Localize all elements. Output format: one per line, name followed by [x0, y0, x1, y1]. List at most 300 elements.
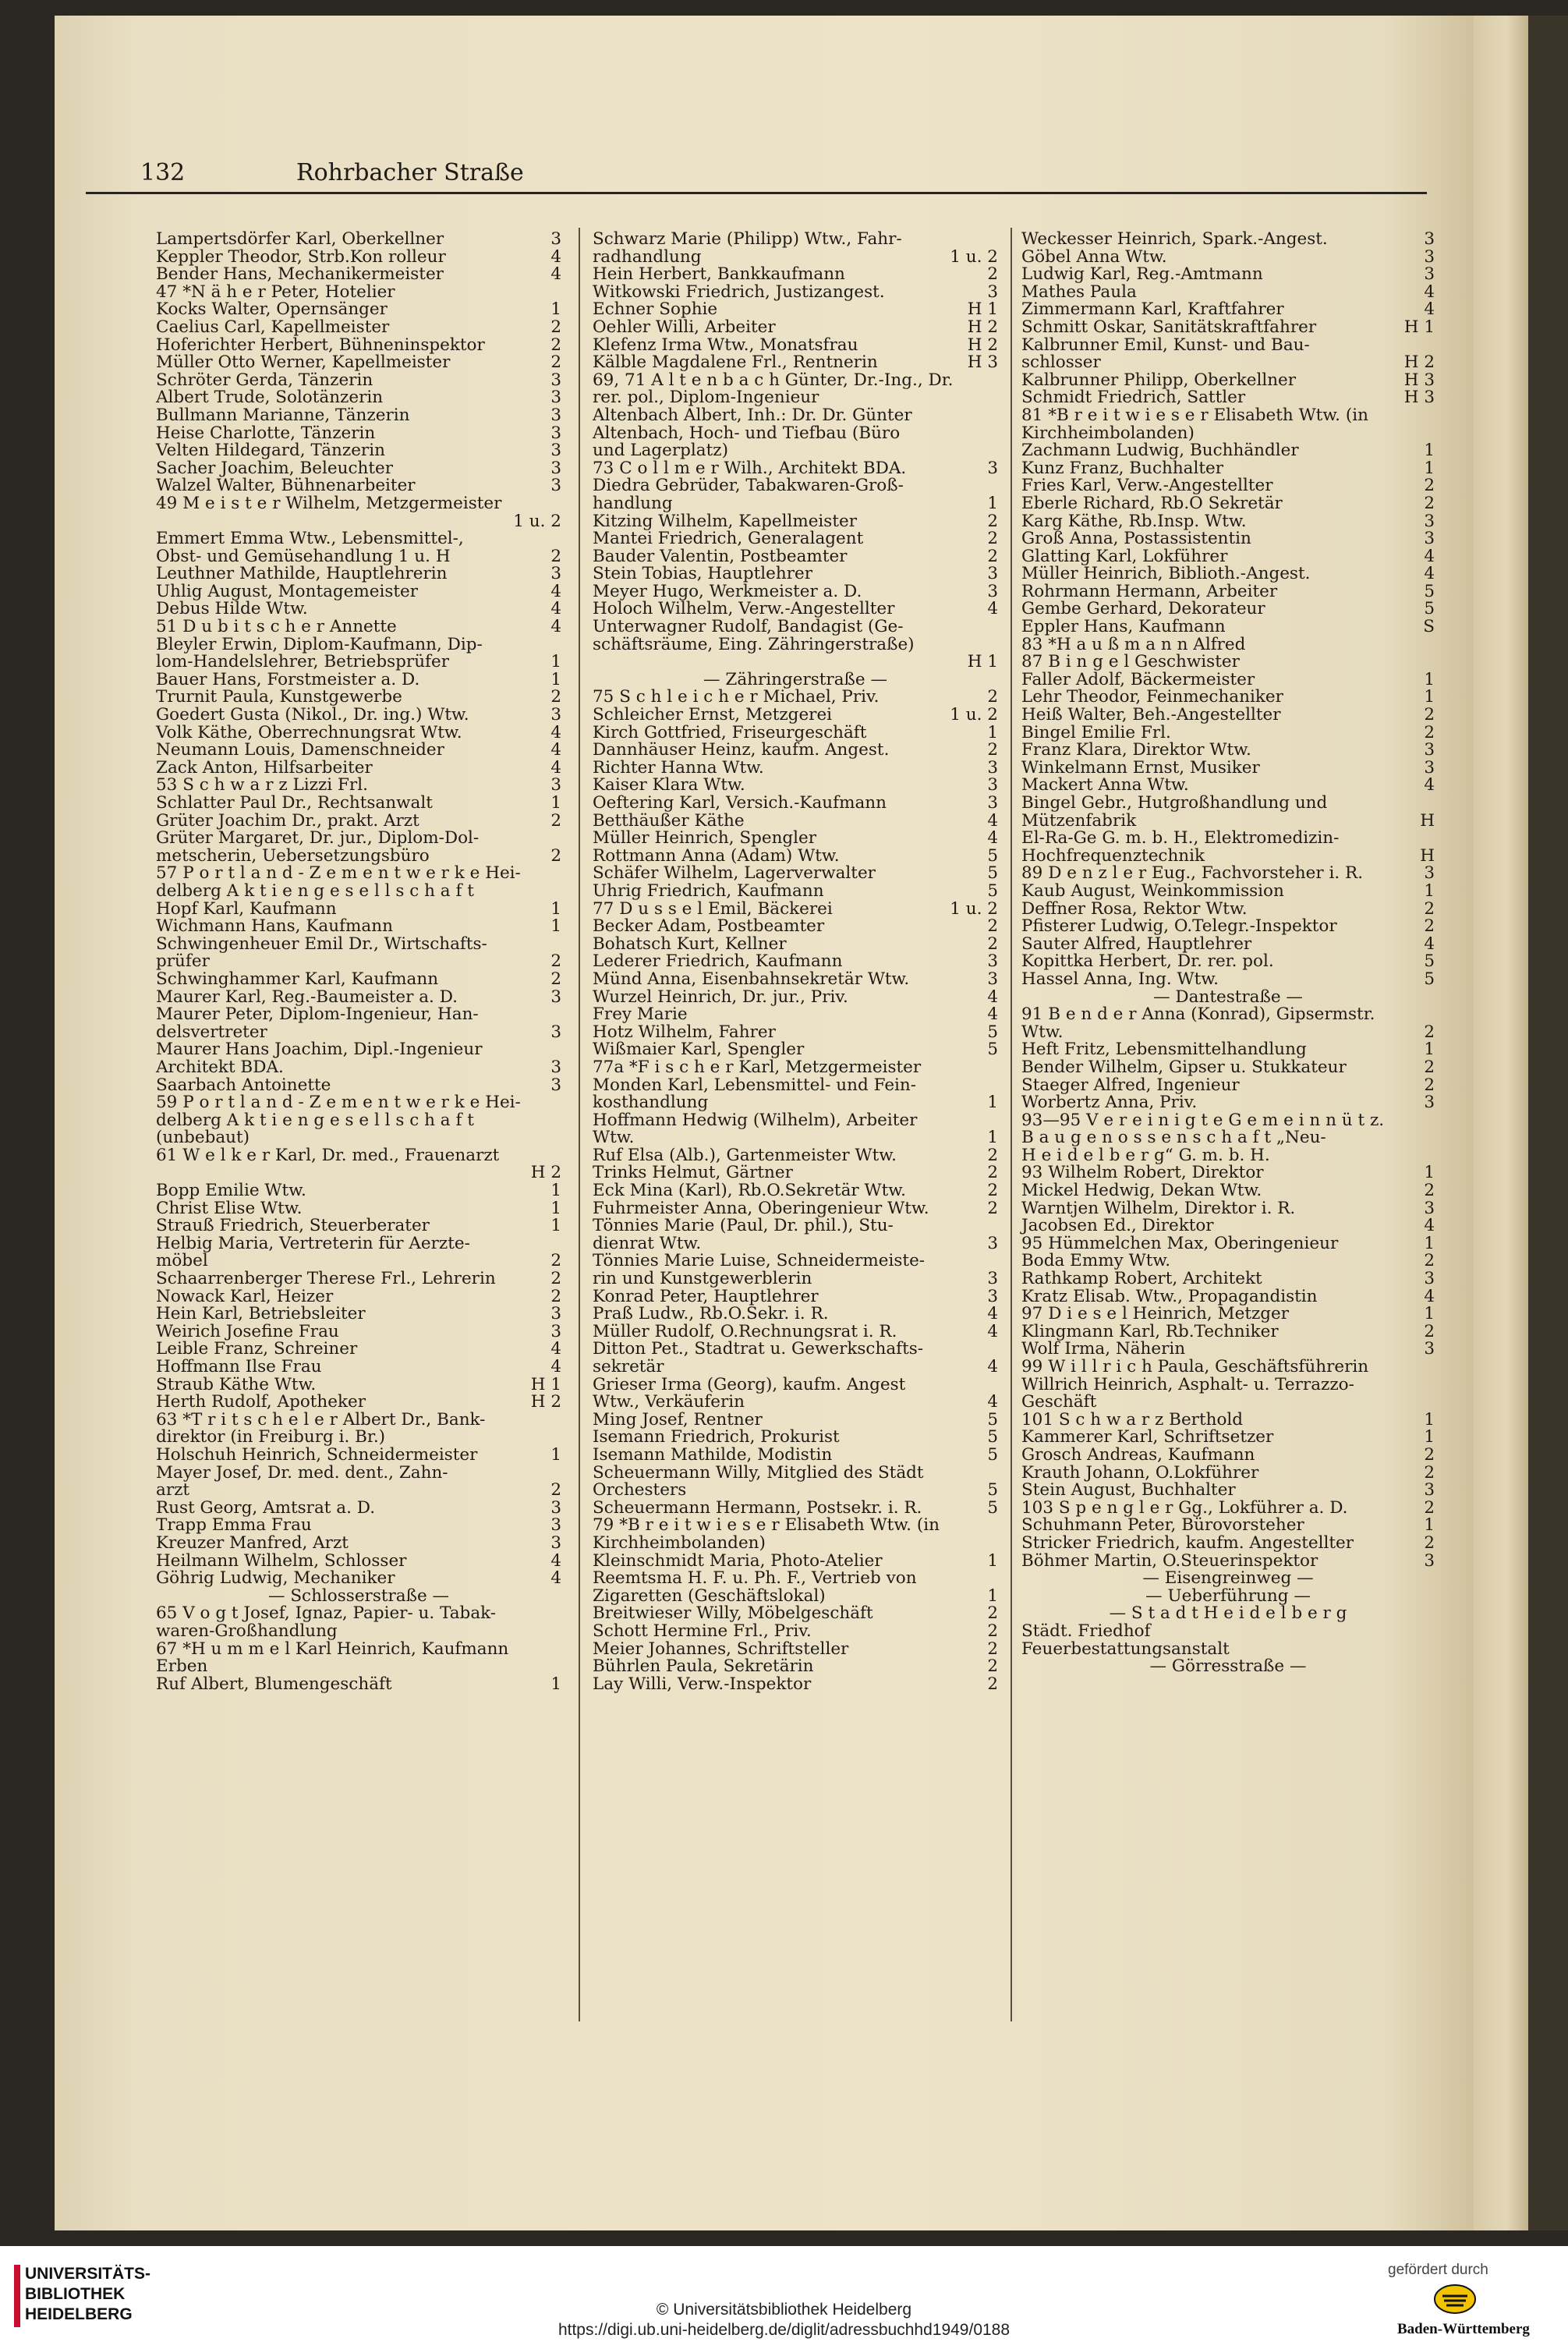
entry-text: delberg A k t i e n g e s e l l s c h a f t: [156, 1110, 474, 1130]
directory-entry: [156, 477, 561, 495]
directory-entry: [593, 689, 998, 707]
entry-text: Klingmann Karl, Rb.Techniker: [1021, 1321, 1279, 1341]
directory-entry: [593, 565, 998, 583]
floor-number: 4: [1424, 282, 1435, 302]
directory-entry: [156, 442, 561, 460]
floor-number: 5: [987, 1480, 998, 1500]
entry-text: Meyer Hugo, Werkmeister a. D.: [593, 581, 862, 601]
floor-number: 1: [550, 916, 561, 937]
entry-text: Becker Adam, Postbeamter: [593, 916, 825, 937]
entry-text: Zimmermann Karl, Kraftfahrer: [1021, 299, 1284, 320]
directory-entry: [1021, 1323, 1435, 1341]
directory-entry: [1021, 337, 1435, 355]
directory-entry: [156, 777, 561, 795]
entry-text: Bender Hans, Mechanikermeister: [156, 264, 444, 285]
entry-text: Bauder Valentin, Postbeamter: [593, 546, 848, 566]
floor-number: 5: [987, 1022, 998, 1042]
directory-entry: [156, 1200, 561, 1218]
entry-text: Trapp Emma Frau: [156, 1515, 312, 1536]
entry-text: Wißmaier Karl, Spengler: [593, 1040, 805, 1060]
directory-entry: [593, 389, 998, 407]
floor-number: 5: [987, 863, 998, 884]
floor-number: 2: [550, 335, 561, 355]
directory-entry: [1021, 530, 1435, 548]
floor-number: H 1: [967, 299, 998, 320]
directory-entry: [593, 1288, 998, 1306]
entry-text: Bullmann Marianne, Tänzerin: [156, 405, 410, 425]
directory-entry: [156, 389, 561, 407]
directory-entry: [1021, 722, 1435, 742]
directory-entry: [1021, 565, 1435, 583]
entry-text: möbel: [156, 1251, 208, 1271]
entry-text: Volk Käthe, Oberrechnungsrat Wtw.: [156, 722, 462, 742]
directory-entry: [593, 1641, 998, 1659]
directory-entry: [593, 845, 998, 866]
directory-entry: [593, 1462, 998, 1483]
directory-entry: [1021, 460, 1435, 478]
floor-number: 1: [1424, 669, 1435, 689]
directory-entry: [1021, 1585, 1435, 1606]
directory-entry: [1021, 1217, 1435, 1235]
directory-entry: [1021, 477, 1435, 495]
floor-number: 4: [550, 1568, 561, 1589]
entry-text: Diedra Gebrüder, Tabakwaren-Groß-: [593, 476, 904, 496]
directory-entry: [593, 301, 998, 319]
directory-entry: [156, 845, 561, 866]
entry-text: Orchesters: [593, 1480, 687, 1500]
directory-entry: [156, 495, 561, 513]
floor-number: 3: [550, 423, 561, 443]
entry-text: Zack Anton, Hilfsarbeiter: [156, 757, 373, 778]
directory-entry: [1021, 742, 1435, 760]
directory-entry: [1021, 1024, 1435, 1042]
entry-text: Albert Trude, Solotänzerin: [156, 388, 384, 408]
adjacent-page-edge: [1474, 16, 1568, 2230]
floor-number: 2: [550, 317, 561, 337]
directory-entry: [156, 460, 561, 478]
directory-entry: [156, 1605, 561, 1623]
entry-text: Scheuermann Willy, Mitglied des Städt: [593, 1462, 924, 1483]
floor-number: 2: [1424, 1022, 1435, 1042]
entry-text: Kammerer Karl, Schriftsetzer: [1021, 1427, 1274, 1447]
directory-entry: [156, 1359, 561, 1376]
floor-number: 2: [987, 687, 998, 707]
entry-text: Grieser Irma (Georg), kaufm. Angest: [593, 1374, 906, 1394]
floor-number: 3: [987, 581, 998, 601]
floor-number: 2: [1424, 705, 1435, 725]
entry-text: Wichmann Hans, Kaufmann: [156, 916, 393, 937]
directory-entry: [593, 231, 998, 249]
entry-text: Neumann Louis, Damenschneider: [156, 740, 444, 760]
directory-entry: [593, 1359, 998, 1376]
directory-entry: [156, 1641, 561, 1659]
entry-text: rer. pol., Diplom-Ingenieur: [593, 388, 819, 408]
directory-entry: [1021, 671, 1435, 689]
entry-text: Maurer Karl, Reg.-Baumeister a. D.: [156, 987, 458, 1007]
entry-text: 61 W e l k e r Karl, Dr. med., Frauenarzt: [156, 1145, 500, 1165]
directory-entry: [593, 1270, 998, 1288]
floor-number: 4: [987, 599, 998, 619]
floor-number: 1: [987, 1550, 998, 1571]
directory-entry: [156, 284, 561, 302]
directory-entry: [593, 865, 998, 883]
floor-number: 1: [1424, 1304, 1435, 1324]
floor-number: 2: [550, 951, 561, 972]
entry-text: Kopittka Herbert, Dr. rer. pol.: [1021, 951, 1274, 972]
entry-text: Schaarrenberger Therese Frl., Lehrerin: [156, 1269, 496, 1289]
floor-number: 3: [550, 441, 561, 461]
entry-text: Kirchheimbolanden): [1021, 423, 1195, 443]
floor-number: 2: [987, 529, 998, 549]
directory-entry: [156, 795, 561, 813]
directory-entry: [156, 722, 561, 742]
floor-number: 4: [550, 599, 561, 619]
directory-entry: [1021, 636, 1435, 654]
entry-text: Wolf Irma, Näherin: [1021, 1339, 1186, 1359]
entry-text: Kleinschmidt Maria, Photo-Atelier: [593, 1550, 883, 1571]
floor-number: 3: [550, 1022, 561, 1042]
floor-number: 2: [987, 511, 998, 531]
entry-text: Städt. Friedhof: [1021, 1621, 1151, 1641]
entry-text: Tönnies Marie (Paul, Dr. phil.), Stu-: [593, 1216, 894, 1236]
entry-text: Lay Willi, Verw.-Inspektor: [593, 1674, 812, 1694]
entry-text: Staeger Alfred, Ingenieur: [1021, 1075, 1240, 1095]
entry-text: Konrad Peter, Hauptlehrer: [593, 1286, 819, 1306]
directory-entry: [156, 1041, 561, 1059]
entry-text: delsvertreter: [156, 1022, 267, 1042]
directory-entry: [156, 618, 561, 636]
floor-number: 3: [987, 969, 998, 989]
directory-entry: [156, 1482, 561, 1500]
directory-entry: [593, 1235, 998, 1253]
floor-number: 2: [1424, 476, 1435, 496]
entry-text: 53 S c h w a r z Lizzi Frl.: [156, 775, 368, 795]
entry-text: und Lagerplatz): [593, 441, 728, 461]
floor-number: 3: [987, 1233, 998, 1253]
entry-text: Straub Käthe Wtw.: [156, 1374, 317, 1394]
directory-entry: [156, 1235, 561, 1253]
floor-number: 3: [550, 1304, 561, 1324]
floor-number: 3: [1424, 246, 1435, 267]
entry-text: Geschäft: [1021, 1392, 1097, 1412]
directory-entry: [593, 354, 998, 372]
entry-text: 81 *B r e i t w i e s e r Elisabeth Wtw. (in: [1021, 405, 1368, 425]
directory-entry: [593, 1517, 998, 1535]
floor-number: 2: [550, 1480, 561, 1500]
directory-entry: [593, 1024, 998, 1042]
entry-text: Hein Herbert, Bankkaufmann: [593, 264, 845, 285]
directory-entry: [593, 880, 998, 901]
funded-by-label: gefördert durch: [1388, 2262, 1488, 2278]
directory-entry: [156, 989, 561, 1007]
directory-entry: [1021, 1444, 1435, 1465]
floor-number: 2: [1424, 1057, 1435, 1077]
directory-entry: [593, 1182, 998, 1200]
directory-entry: [593, 1164, 998, 1182]
entry-text: 83 *H a u ß m a n n Alfred: [1021, 634, 1246, 654]
entry-text: Unterwagner Rudolf, Bandagist (Ge-: [593, 617, 904, 637]
entry-text: Uhrig Friedrich, Kaufmann: [593, 880, 824, 901]
directory-entry: [1021, 654, 1435, 671]
directory-entry: [1021, 757, 1435, 778]
directory-entry: [1021, 1112, 1435, 1130]
directory-entry: [156, 1164, 561, 1182]
directory-entry: [1021, 1288, 1435, 1306]
directory-entry: [593, 1497, 998, 1518]
floor-number: 2: [987, 1656, 998, 1677]
floor-number: 4: [987, 1357, 998, 1376]
directory-entry: [156, 337, 561, 355]
floor-number: 1: [987, 493, 998, 513]
entry-text: Kunz Franz, Buchhalter: [1021, 458, 1224, 478]
directory-column-2: [593, 231, 998, 1693]
directory-entry: [1021, 971, 1435, 989]
entry-text: Mantei Friedrich, Generalagent: [593, 529, 864, 549]
directory-entry: [593, 1112, 998, 1130]
entry-text: — Schlosserstraße —: [267, 1585, 450, 1606]
directory-entry: [156, 1585, 561, 1606]
directory-entry: [593, 266, 998, 284]
entry-text: Wtw.: [1021, 1022, 1064, 1042]
entry-text: arzt: [156, 1480, 190, 1500]
floor-number: 3: [550, 564, 561, 584]
floor-number: 2: [987, 1674, 998, 1694]
floor-number: 2: [1424, 1462, 1435, 1483]
permalink-url[interactable]: https://digi.ub.uni-heidelberg.de/diglit/adressbuchhd1949/0188: [557, 2321, 1011, 2339]
entry-text: 103 S p e n g l e r Gg., Lokführer a. D.: [1021, 1497, 1348, 1518]
floor-number: H: [1420, 810, 1435, 831]
entry-text: Faller Adolf, Bäckermeister: [1021, 669, 1255, 689]
floor-number: 3: [987, 1269, 998, 1289]
entry-text: Uhlig August, Montagemeister: [156, 581, 419, 601]
entry-text: Hopf Karl, Kaufmann: [156, 898, 337, 919]
directory-entry: [593, 636, 998, 654]
floor-number: 1: [550, 793, 561, 813]
floor-number: 3: [987, 793, 998, 813]
entry-text: Fries Karl, Verw.-Angestellter: [1021, 476, 1273, 496]
entry-text: Fuhrmeister Anna, Oberingenieur Wtw.: [593, 1198, 929, 1218]
entry-text: Bührlen Paula, Sekretärin: [593, 1656, 814, 1677]
floor-number: 3: [1424, 529, 1435, 549]
floor-number: H 2: [1403, 353, 1435, 373]
entry-text: Hein Karl, Betriebsleiter: [156, 1304, 366, 1324]
floor-number: 4: [1424, 775, 1435, 795]
floor-number: 3: [550, 476, 561, 496]
funder-name: Baden-Württemberg: [1397, 2321, 1530, 2337]
directory-entry: [156, 1077, 561, 1095]
floor-number: H 2: [967, 335, 998, 355]
directory-entry: [156, 565, 561, 583]
entry-text: radhandlung: [593, 246, 702, 267]
directory-entry: [156, 636, 561, 654]
directory-entry: [156, 971, 561, 989]
entry-text: Eck Mina (Karl), Rb.O.Sekretär Wtw.: [593, 1181, 906, 1201]
directory-entry: [1021, 425, 1435, 443]
entry-text: Weirich Josefine Frau: [156, 1321, 339, 1341]
floor-number: 4: [987, 1004, 998, 1025]
directory-entry: [593, 1200, 998, 1218]
directory-entry: [1021, 1306, 1435, 1323]
entry-text: Velten Hildegard, Tänzerin: [156, 441, 385, 461]
floor-number: 4: [550, 722, 561, 742]
directory-entry: [593, 1094, 998, 1112]
directory-entry: [156, 654, 561, 671]
entry-text: 73 C o l l m e r Wilh., Architekt BDA.: [593, 458, 907, 478]
floor-number: 5: [987, 1497, 998, 1518]
floor-number: 4: [550, 757, 561, 778]
entry-text: Kaub August, Weinkommission: [1021, 880, 1284, 901]
floor-number: 3: [987, 1286, 998, 1306]
entry-text: Christ Elise Wtw.: [156, 1198, 303, 1218]
entry-text: Schlatter Paul Dr., Rechtsanwalt: [156, 793, 433, 813]
column-divider: [1011, 228, 1012, 2021]
entry-text: Wurzel Heinrich, Dr. jur., Priv.: [593, 987, 848, 1007]
entry-text: 99 W i l l r i c h Paula, Geschäftsführerin: [1021, 1357, 1369, 1376]
floor-number: 2: [550, 1251, 561, 1271]
entry-text: Kirchheimbolanden): [593, 1532, 766, 1553]
floor-number: 2: [1424, 898, 1435, 919]
floor-number: 1: [550, 1444, 561, 1465]
directory-entry: [156, 689, 561, 707]
floor-number: 3: [1424, 1339, 1435, 1359]
coat-of-arms-icon: [1433, 2283, 1477, 2315]
directory-entry: [1021, 898, 1435, 919]
directory-entry: [156, 601, 561, 618]
directory-entry: [1021, 1550, 1435, 1571]
entry-text: Mathes Paula: [1021, 282, 1137, 302]
entry-text: Sauter Alfred, Hauptlehrer: [1021, 934, 1252, 954]
floor-number: 2: [1424, 722, 1435, 742]
directory-entry: [593, 1429, 998, 1447]
floor-number: 1: [1424, 1427, 1435, 1447]
entry-text: 65 V o g t Josef, Ignaz, Papier- u. Tabak-: [156, 1603, 497, 1624]
directory-entry: [593, 1585, 998, 1606]
entry-text: Obst- und Gemüsehandlung 1 u. H: [156, 546, 451, 566]
floor-number: 1: [1424, 458, 1435, 478]
directory-entry: [1021, 1623, 1435, 1641]
directory-entry: [1021, 1482, 1435, 1500]
directory-entry: [156, 1676, 561, 1694]
directory-entry: [156, 1217, 561, 1235]
entry-text: 93—95 V e r e i n i g t e G e m e i n n ü t z.: [1021, 1110, 1385, 1130]
directory-entry: [593, 971, 998, 989]
entry-text: 75 S c h l e i c h e r Michael, Priv.: [593, 687, 880, 707]
floor-number: 3: [550, 388, 561, 408]
directory-entry: [1021, 845, 1435, 866]
floor-number: 3: [550, 229, 561, 249]
floor-number: 2: [1424, 1444, 1435, 1465]
directory-entry: [156, 407, 561, 425]
entry-text: Hotz Wilhelm, Fahrer: [593, 1022, 776, 1042]
floor-number: 2: [987, 740, 998, 760]
entry-text: Dannhäuser Heinz, kaufm. Angest.: [593, 740, 890, 760]
entry-text: Zachmann Ludwig, Buchhändler: [1021, 441, 1299, 461]
entry-text: Caelius Carl, Kapellmeister: [156, 317, 390, 337]
directory-entry: [156, 707, 561, 725]
floor-number: 2: [550, 845, 561, 866]
floor-number: 4: [550, 264, 561, 285]
directory-entry: [156, 583, 561, 601]
directory-entry: [1021, 689, 1435, 707]
entry-text: H e i d e l b e r g“ G. m. b. H.: [1021, 1145, 1270, 1165]
entry-text: Willrich Heinrich, Asphalt- u. Terrazzo-: [1021, 1374, 1354, 1394]
floor-number: 3: [987, 282, 998, 302]
floor-number: H 1: [530, 1374, 561, 1394]
floor-number: 3: [987, 775, 998, 795]
floor-number: 5: [1424, 969, 1435, 989]
directory-entry: [156, 898, 561, 919]
entry-text: Heft Fritz, Lebensmittelhandlung: [1021, 1040, 1307, 1060]
entry-text: Heiß Walter, Beh.-Angestellter: [1021, 705, 1281, 725]
floor-number: 5: [1424, 599, 1435, 619]
directory-entry: [156, 918, 561, 936]
floor-number: 2: [987, 546, 998, 566]
floor-number: 2: [1424, 1497, 1435, 1518]
logo-line: UNIVERSITÄTS-: [25, 2265, 151, 2283]
entry-text: Kalbrunner Philipp, Oberkellner: [1021, 370, 1297, 390]
directory-entry: [156, 953, 561, 971]
entry-text: Jacobsen Ed., Direktor: [1021, 1216, 1214, 1236]
directory-entry: [1021, 830, 1435, 848]
entry-text: Heise Charlotte, Tänzerin: [156, 423, 376, 443]
floor-number: 5: [987, 1040, 998, 1060]
entry-text: direktor (in Freiburg i. Br.): [156, 1427, 386, 1447]
entry-text: Rathkamp Robert, Architekt: [1021, 1269, 1262, 1289]
entry-text: Herth Rudolf, Apotheker: [156, 1392, 366, 1412]
directory-entry: [593, 830, 998, 848]
entry-text: Bingel Gebr., Hutgroßhandlung und: [1021, 793, 1328, 813]
directory-entry: [156, 266, 561, 284]
floor-number: 3: [550, 1515, 561, 1536]
directory-entry: [156, 530, 561, 548]
entry-text: Scheuermann Hermann, Postsekr. i. R.: [593, 1497, 922, 1518]
directory-entry: [1021, 407, 1435, 425]
directory-entry: [156, 354, 561, 372]
directory-entry: [1021, 865, 1435, 883]
entry-text: Bingel Emilie Frl.: [1021, 722, 1171, 742]
directory-entry: [593, 1059, 998, 1077]
entry-text: Trinks Helmut, Gärtner: [593, 1163, 793, 1183]
entry-text: Ruf Albert, Blumengeschäft: [156, 1674, 392, 1694]
floor-number: 2: [987, 1145, 998, 1165]
entry-text: Schwinghammer Karl, Kaufmann: [156, 969, 439, 989]
floor-number: 2: [987, 1181, 998, 1201]
directory-entry: [156, 319, 561, 337]
entry-text: Altenbach, Hoch- und Tiefbau (Büro: [593, 423, 901, 443]
entry-text: 93 Wilhelm Robert, Direktor: [1021, 1163, 1264, 1183]
floor-number: 1: [1424, 1409, 1435, 1430]
directory-entry: [1021, 284, 1435, 302]
floor-number: 4: [987, 987, 998, 1007]
entry-text: Maurer Peter, Diplom-Ingenieur, Han-: [156, 1004, 479, 1025]
entry-text: Deffner Rosa, Rektor Wtw.: [1021, 898, 1248, 919]
directory-entry: [1021, 795, 1435, 813]
entry-text: dienrat Wtw.: [593, 1233, 702, 1253]
entry-text: Grosch Andreas, Kaufmann: [1021, 1444, 1255, 1465]
floor-number: 1 u. 2: [513, 511, 561, 531]
floor-number: 1: [550, 669, 561, 689]
directory-entry: [1021, 1658, 1435, 1676]
floor-number: H 1: [967, 652, 998, 672]
directory-entry: [593, 460, 998, 478]
page-header: [86, 145, 1427, 194]
directory-entry: [156, 1462, 561, 1483]
directory-entry: [1021, 1532, 1435, 1553]
entry-text: Böhmer Martin, O.Steuerinspektor: [1021, 1550, 1318, 1571]
floor-number: 4: [987, 1304, 998, 1324]
entry-text: Keppler Theodor, Strb.Kon rolleur: [156, 246, 446, 267]
entry-text: Göbel Anna Wtw.: [1021, 246, 1167, 267]
